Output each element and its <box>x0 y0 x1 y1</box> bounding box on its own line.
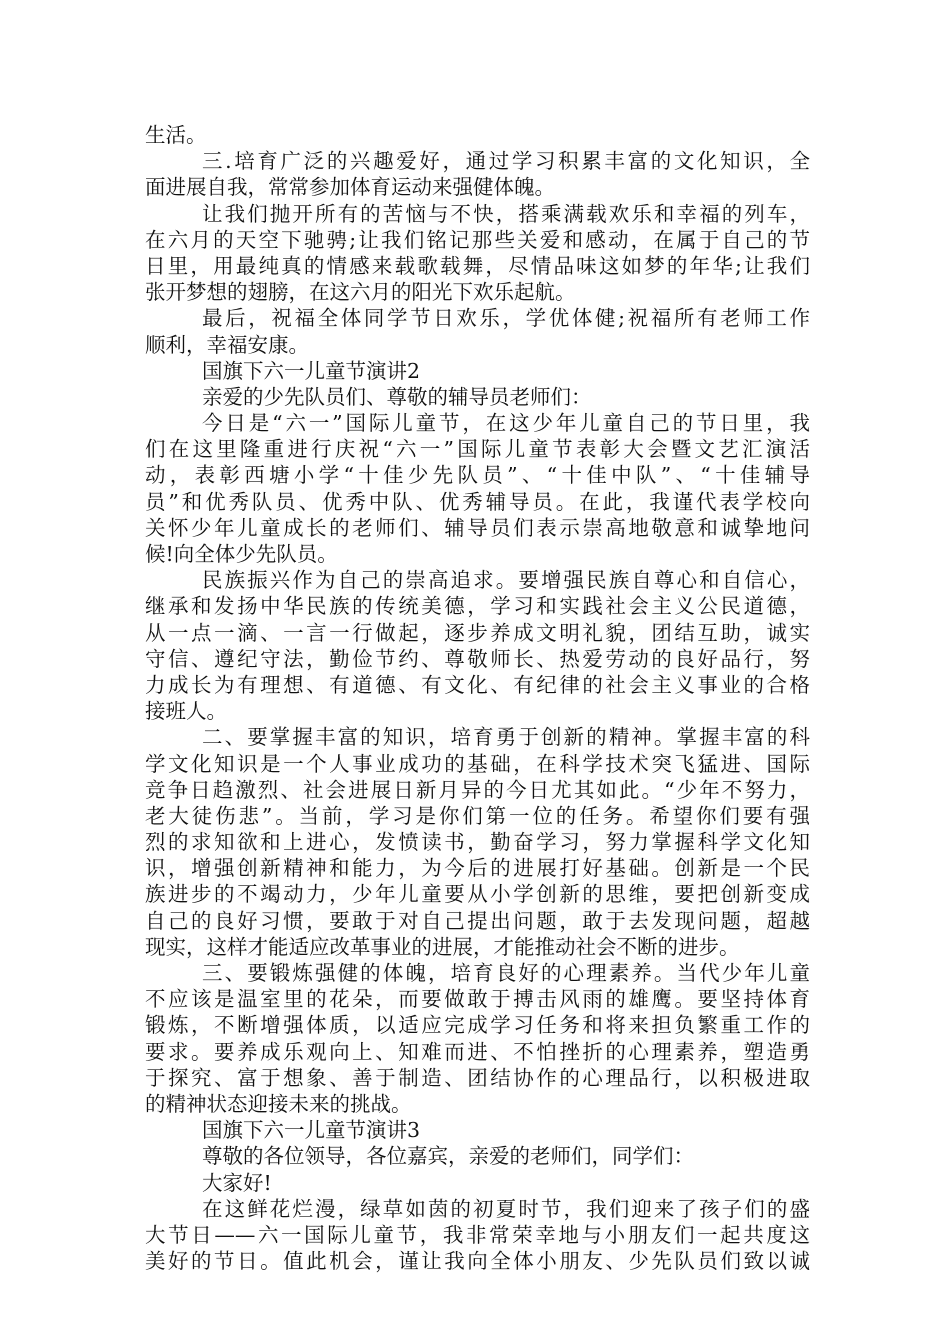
text-line: 的精神状态迎接未来的挑战。 <box>145 1091 412 1116</box>
text-line: 最后，祝福全体同学节日欢乐，学优体健;祝福所有老师工作 <box>202 306 810 331</box>
text-line: 员”和优秀队员、优秀中队、优秀辅导员。在此，我谨代表学校向 <box>145 489 810 514</box>
text-line: 三、要锻炼强健的体魄，培育良好的心理素养。当代少年儿童 <box>202 961 810 985</box>
text-line: 从一点一滴、一言一行做起，逐步养成文明礼貌，团结互助，诚实 <box>145 620 810 645</box>
text-line: 美好的节日。值此机会，谨让我向全体小朋友、少先队员们致以诚 <box>145 1249 810 1274</box>
text-line: 动，表彰西塘小学“十佳少先队员”、“十佳中队”、“十佳辅导 <box>145 463 810 488</box>
text-line: 守信、遵纪守法，勤俭节约、尊敬师长、热爱劳动的良好品行，努 <box>145 646 810 671</box>
text-line: 老大徒伤悲”。当前，学习是你们第一位的任务。希望你们要有强 <box>145 803 810 828</box>
greeting: 大家好! <box>202 1170 272 1195</box>
text-line: 现实，这样才能适应改革事业的进展，才能推动社会不断的进步。 <box>145 934 740 959</box>
text-line: 二、要掌握丰富的知识，培育勇于创新的精神。掌握丰富的科 <box>202 725 810 750</box>
text-line: 民族振兴作为自己的崇高追求。要增强民族自尊心和自信心， <box>202 568 810 593</box>
section-heading: 国旗下六一儿童节演讲3 <box>202 1118 421 1143</box>
text-line: 自己的良好习惯，要敢于对自己提出问题，敢于去发现问题，超越 <box>145 908 810 933</box>
text-line: 接班人。 <box>145 699 227 724</box>
text-line: 锻炼，不断增强体质，以适应完成学习任务和将来担负繁重工作的 <box>145 1013 810 1038</box>
text-line: 大节日——六一国际儿童节，我非常荣幸地与小朋友们一起共度这 <box>145 1222 810 1247</box>
text-line: 族进步的不竭动力，少年儿童要从小学创新的思维，要把创新变成 <box>145 882 810 907</box>
text-line: 不应该是温室里的花朵，而要做敢于搏击风雨的雄鹰。要坚持体育 <box>145 987 810 1012</box>
text-line: 竞争日趋激烈、社会进展日新月异的今日尤其如此。“少年不努力， <box>145 777 810 802</box>
section-heading: 国旗下六一儿童节演讲2 <box>202 358 421 383</box>
salutation: 尊敬的各位领导，各位嘉宾，亲爱的老师们，同学们： <box>202 1144 694 1169</box>
text-line: 要求。要养成乐观向上、知难而进、不怕挫折的心理素养，塑造勇 <box>145 1039 810 1064</box>
text-line: 继承和发扬中华民族的传统美德，学习和实践社会主义公民道德， <box>145 594 810 619</box>
text-line: 于探究、富于想象、善于制造、团结协作的心理品行，以积极进取 <box>145 1065 810 1090</box>
text-line: 在这鲜花烂漫，绿草如茵的初夏时节，我们迎来了孩子们的盛 <box>202 1196 810 1221</box>
text-line: 面进展自我，常常参加体育运动来强健体魄。 <box>145 175 555 200</box>
text-line: 关怀少年儿童成长的老师们、辅导员们表示崇高地敬意和诚挚地问 <box>145 515 810 540</box>
text-line: 顺利，幸福安康。 <box>145 332 309 357</box>
text-line: 三.培育广泛的兴趣爱好，通过学习积累丰富的文化知识，全 <box>202 149 810 174</box>
text-line: 们在这里隆重进行庆祝“六一”国际儿童节表彰大会暨文艺汇演活 <box>145 437 810 462</box>
text-line: 学文化知识是一个人事业成功的基础，在科学技术突飞猛进、国际 <box>145 751 810 776</box>
text-line: 今日是“六一”国际儿童节，在这少年儿童自己的节日里，我 <box>202 411 810 436</box>
text-line: 力成长为有理想、有道德、有文化、有纪律的社会主义事业的合格 <box>145 672 810 697</box>
document-body <box>145 122 810 1274</box>
text-line: 生活。 <box>145 123 207 147</box>
text-line: 让我们抛开所有的苦恼与不快，搭乘满载欢乐和幸福的列车， <box>202 201 810 226</box>
text-line: 张开梦想的翅膀，在这六月的阳光下欢乐起航。 <box>145 280 576 305</box>
text-line: 烈的求知欲和上进心，发愤读书，勤奋学习，努力掌握科学文化知 <box>145 830 810 855</box>
text-line: 在六月的天空下驰骋;让我们铭记那些关爱和感动，在属于自己的节 <box>145 227 810 252</box>
text-line: 识，增强创新精神和能力，为今后的进展打好基础。创新是一个民 <box>145 856 810 881</box>
salutation: 亲爱的少先队员们、尊敬的辅导员老师们： <box>202 384 592 409</box>
text-line: 候!向全体少先队员。 <box>145 542 338 566</box>
text-line: 日里，用最纯真的情感来载歌载舞，尽情品味这如梦的年华;让我们 <box>145 253 810 278</box>
